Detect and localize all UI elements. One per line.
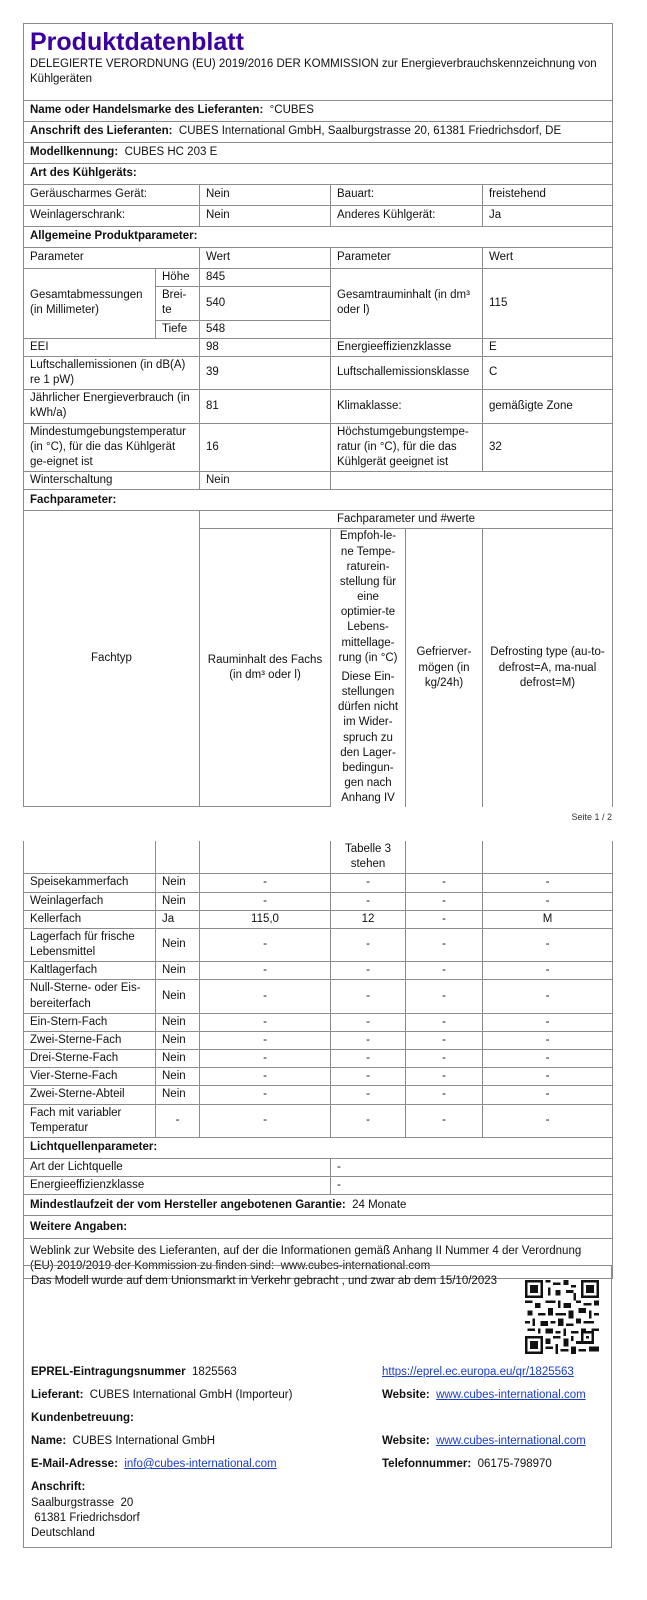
- compartment-defrost: -: [483, 1013, 613, 1031]
- compartment-freeze: -: [406, 962, 483, 980]
- type-cell: Geräuscharmes Gerät:: [24, 185, 200, 206]
- compartment-temp: -: [331, 1050, 406, 1068]
- type-cell: Nein: [200, 185, 331, 206]
- support-title: Kundenbetreuung:: [31, 1412, 134, 1424]
- compartment-type-header: Fachtyp: [24, 511, 200, 807]
- compartment-freeze: -: [406, 1031, 483, 1049]
- supplier-row: [31, 1389, 292, 1401]
- compartment-present: Nein: [156, 874, 200, 892]
- type-section-title: Art des Kühlgeräts:: [24, 164, 613, 185]
- website-row: [382, 1389, 586, 1401]
- regulation-subtitle: DELEGIERTE VERORDNUNG (EU) 2019/2016 DER KOMMISSION zur Energieverbrauchskennzeichnung von Kühlgeräten: [30, 58, 597, 86]
- param-value: 98: [200, 338, 331, 356]
- param-name: Luftschallemissionsklasse: [331, 356, 483, 389]
- compartment-temp: -: [331, 980, 406, 1013]
- compartment-defrost: -: [483, 1086, 613, 1104]
- compartment-defrost: -: [483, 1031, 613, 1049]
- eprel-row: [31, 1366, 237, 1378]
- compartment-defrost: -: [483, 892, 613, 910]
- compartment-name: Zwei-Sterne-Abteil: [24, 1086, 156, 1104]
- compartment-freeze: -: [406, 1104, 483, 1137]
- address-line: 61381 Friedrichsdorf: [31, 1512, 140, 1525]
- param-name: Luftschallemissionen (in dB(A) re 1 pW): [24, 356, 200, 389]
- compartment-present: Nein: [156, 892, 200, 910]
- compartment-volume: -: [200, 962, 331, 980]
- volume-label: Gesamtrauminhalt (in dm³ oder l): [331, 269, 483, 339]
- compartment-temp: -: [331, 1104, 406, 1137]
- phone-label: Telefonnummer:: [382, 1458, 472, 1470]
- website-link[interactable]: www.cubes-international.com: [436, 1389, 586, 1401]
- compartment-name: Speisekammerfach: [24, 874, 156, 892]
- compartment-present: Nein: [156, 1050, 200, 1068]
- param-name: Höchstumgebungstempe-ratur (in °C), für die das Kühlgerät geeignet ist: [331, 423, 483, 472]
- compartment-volume: -: [200, 1031, 331, 1049]
- support-website-row: [382, 1435, 586, 1447]
- freeze-capacity-header: Gefrierver-mögen (in kg/24h): [406, 529, 483, 807]
- phone-row: [382, 1458, 552, 1470]
- page-title: Produktdatenblatt: [30, 28, 244, 56]
- further-info-link: www.cubes-international.com: [280, 1259, 431, 1272]
- compartment-name: Weinlagerfach: [24, 892, 156, 910]
- light-section-title: Lichtquellenparameter:: [24, 1137, 613, 1158]
- defrost-type-header: Defrosting type (au-to-defrost=A, ma-nual defrost=M): [483, 529, 613, 807]
- temperature-header-c: Tabelle 3 stehen: [331, 841, 406, 874]
- compartment-present: -: [156, 1104, 200, 1137]
- compartment-name: Zwei-Sterne-Fach: [24, 1031, 156, 1049]
- compartment-temp: -: [331, 874, 406, 892]
- compartment-present: Nein: [156, 928, 200, 961]
- further-section-title: Weitere Angaben:: [24, 1216, 613, 1239]
- winter-value: Nein: [200, 472, 331, 490]
- eprel-link[interactable]: https://eprel.ec.europa.eu/qr/1825563: [382, 1366, 574, 1378]
- compartment-defrost: -: [483, 1050, 613, 1068]
- general-header-value: Wert: [483, 248, 613, 269]
- param-name: EEI: [24, 338, 200, 356]
- compartment-present: Nein: [156, 980, 200, 1013]
- param-name: Klimaklasse:: [331, 390, 483, 423]
- compartment-temp: -: [331, 1086, 406, 1104]
- param-value: 16: [200, 423, 331, 472]
- temperature-header-a: Empfoh-le-ne Tempe-raturein-stellung für eine optimier-te Lebens-mittellage-rung (in °C): [338, 530, 398, 664]
- email-label: E-Mail-Adresse:: [31, 1458, 118, 1470]
- dimension-name: Brei-te: [156, 287, 200, 320]
- param-name: Jährlicher Energieverbrauch (in kWh/a): [24, 390, 200, 423]
- supplier-value: CUBES International GmbH (Importeur): [89, 1389, 293, 1401]
- compartment-temp: -: [331, 928, 406, 961]
- empty-cell: [331, 472, 613, 490]
- phone-value: 06175-798970: [477, 1458, 552, 1470]
- qr-code-icon: [525, 1280, 599, 1354]
- compartment-freeze: -: [406, 874, 483, 892]
- compartment-temp: -: [331, 1068, 406, 1086]
- address-line: Saalburgstrasse 20: [31, 1497, 134, 1509]
- continued-cell: [156, 841, 200, 874]
- general-header-param: Parameter: [331, 248, 483, 269]
- supplier-name-row: [24, 101, 613, 122]
- param-value: 32: [483, 423, 613, 472]
- compartment-defrost: -: [483, 928, 613, 961]
- light-param-name: Energieeffizienzklasse: [24, 1177, 331, 1195]
- compartment-volume: -: [200, 928, 331, 961]
- continued-cell: [483, 841, 613, 874]
- dimensions-label: Gesamtabmessungen (in Millimeter): [24, 269, 156, 339]
- compartment-freeze: -: [406, 1086, 483, 1104]
- datasheet-page-1: [23, 23, 613, 807]
- winter-label: Winterschaltung: [24, 472, 200, 490]
- type-cell: Bauart:: [331, 185, 483, 206]
- page-number: Seite 1 / 2: [571, 812, 612, 822]
- general-header-param: Parameter: [24, 248, 200, 269]
- compartment-present: Nein: [156, 1086, 200, 1104]
- address-line: Deutschland: [31, 1527, 95, 1540]
- compartment-freeze: -: [406, 910, 483, 928]
- param-value: E: [483, 338, 613, 356]
- compartment-temp: -: [331, 892, 406, 910]
- compartment-name: Lagerfach für frische Lebensmittel: [24, 928, 156, 961]
- market-info-footer: [23, 1265, 612, 1548]
- warranty-label: Mindestlaufzeit der vom Hersteller angebotenen Garantie:: [30, 1198, 346, 1211]
- param-value: 39: [200, 356, 331, 389]
- compartment-volume: 115,0: [200, 910, 331, 928]
- compartment-rows: [24, 874, 613, 1138]
- compartment-name: Drei-Sterne-Fach: [24, 1050, 156, 1068]
- supplier-address-row: [24, 122, 613, 143]
- param-value: gemäßigte Zone: [483, 390, 613, 423]
- supplier-name-label: Name oder Handelsmarke des Lieferanten:: [30, 104, 264, 117]
- address-label: Anschrift:: [31, 1481, 86, 1493]
- general-section-title: Allgemeine Produktparameter:: [24, 227, 613, 248]
- compartment-volume: -: [200, 1104, 331, 1137]
- compartment-present: Nein: [156, 1068, 200, 1086]
- warranty-row: [24, 1195, 613, 1216]
- compartment-name: Fach mit variabler Temperatur: [24, 1104, 156, 1137]
- supplier-label: Lieferant:: [31, 1389, 84, 1401]
- param-name: Energieeffizienzklasse: [331, 338, 483, 356]
- compartment-name: Kaltlagerfach: [24, 962, 156, 980]
- dimension-value: 845: [200, 269, 331, 287]
- volume-header: Rauminhalt des Fachs (in dm³ oder l): [200, 529, 331, 807]
- support-website-label: Website:: [382, 1435, 430, 1447]
- type-cell: Ja: [483, 206, 613, 227]
- dimension-value: 540: [200, 287, 331, 320]
- compartment-temp: 12: [331, 910, 406, 928]
- compartment-defrost: M: [483, 910, 613, 928]
- compartment-freeze: -: [406, 1050, 483, 1068]
- type-cell: freistehend: [483, 185, 613, 206]
- header-block: [24, 24, 613, 101]
- dimension-value: 548: [200, 320, 331, 338]
- compartment-temp: -: [331, 962, 406, 980]
- supplier-name-value: °CUBES: [269, 104, 314, 117]
- datasheet-page-2: [23, 841, 613, 1279]
- compartment-freeze: -: [406, 928, 483, 961]
- type-cell: Nein: [200, 206, 331, 227]
- dimension-name: Höhe: [156, 269, 200, 287]
- compartment-temp: -: [331, 1013, 406, 1031]
- eprel-label: EPREL-Eintragungsnummer: [31, 1366, 186, 1378]
- supplier-address-label: Anschrift des Lieferanten:: [30, 125, 173, 138]
- address-block: [31, 1496, 140, 1542]
- compartment-freeze: -: [406, 1013, 483, 1031]
- compartment-defrost: -: [483, 874, 613, 892]
- light-param-value: -: [331, 1158, 613, 1176]
- compartment-group-header: Fachparameter und #werte: [200, 511, 613, 529]
- light-param-name: Art der Lichtquelle: [24, 1158, 331, 1176]
- type-cell: Anderes Kühlgerät:: [331, 206, 483, 227]
- email-row: [31, 1458, 277, 1470]
- compartment-volume: -: [200, 1013, 331, 1031]
- compartment-present: Nein: [156, 962, 200, 980]
- compartment-name: Null-Sterne- oder Eis-bereiterfach: [24, 980, 156, 1013]
- website-label: Website:: [382, 1389, 430, 1401]
- compartment-section-title: Fachparameter:: [24, 490, 613, 511]
- support-website-link[interactable]: www.cubes-international.com: [436, 1435, 586, 1447]
- support-name-row: [31, 1435, 215, 1447]
- compartment-volume: -: [200, 1050, 331, 1068]
- temperature-header-b: Diese Ein-stellungen dürfen nicht im Wider-spruch zu den Lager-bedingun-gen nach Anhang IV: [337, 670, 399, 805]
- warranty-value: 24 Monate: [352, 1198, 407, 1211]
- compartment-name: Kellerfach: [24, 910, 156, 928]
- model-row: [24, 143, 613, 164]
- support-name-value: CUBES International GmbH: [72, 1435, 216, 1447]
- general-header-value: Wert: [200, 248, 331, 269]
- model-value: CUBES HC 203 E: [124, 146, 218, 159]
- compartment-present: Ja: [156, 910, 200, 928]
- param-value: 81: [200, 390, 331, 423]
- param-value: C: [483, 356, 613, 389]
- compartment-name: Ein-Stern-Fach: [24, 1013, 156, 1031]
- compartment-freeze: -: [406, 980, 483, 1013]
- continued-cell: [200, 841, 331, 874]
- compartment-defrost: -: [483, 962, 613, 980]
- supplier-address-value: CUBES International GmbH, Saalburgstrasse 20, 61381 Friedrichsdorf, DE: [178, 125, 562, 138]
- compartment-volume: -: [200, 1068, 331, 1086]
- temperature-header: [331, 529, 406, 807]
- compartment-name: Vier-Sterne-Fach: [24, 1068, 156, 1086]
- eprel-value: 1825563: [192, 1366, 237, 1378]
- compartment-present: Nein: [156, 1013, 200, 1031]
- model-label: Modellkennung:: [30, 146, 119, 159]
- param-name: Mindestumgebungstemperatur (in °C), für die das Kühlgerät ge-eignet ist: [24, 423, 200, 472]
- support-name-label: Name:: [31, 1435, 67, 1447]
- compartment-volume: -: [200, 980, 331, 1013]
- compartment-defrost: -: [483, 1104, 613, 1137]
- compartment-defrost: -: [483, 980, 613, 1013]
- compartment-temp: -: [331, 1031, 406, 1049]
- compartment-freeze: -: [406, 892, 483, 910]
- market-date-text: Das Modell wurde auf dem Unionsmarkt in Verkehr gebracht , und zwar ab dem 15/10/2023: [31, 1275, 498, 1287]
- type-cell: Weinlagerschrank:: [24, 206, 200, 227]
- light-param-value: -: [331, 1177, 613, 1195]
- dimension-name: Tiefe: [156, 320, 200, 338]
- volume-value: 115: [483, 269, 613, 339]
- compartment-volume: -: [200, 874, 331, 892]
- compartment-volume: -: [200, 892, 331, 910]
- compartment-volume: -: [200, 1086, 331, 1104]
- compartment-defrost: -: [483, 1068, 613, 1086]
- email-link[interactable]: info@cubes-international.com: [124, 1458, 277, 1470]
- further-info-text: Weblink zur Website des Lieferanten, auf der die Informationen gemäß Anhang II Nummer 4 der Verordnung (EU) 2019/2019 der Kommission zu finden sind:: [30, 1244, 582, 1272]
- continued-cell: [24, 841, 156, 874]
- compartment-freeze: -: [406, 1068, 483, 1086]
- compartment-present: Nein: [156, 1031, 200, 1049]
- continued-cell: [406, 841, 483, 874]
